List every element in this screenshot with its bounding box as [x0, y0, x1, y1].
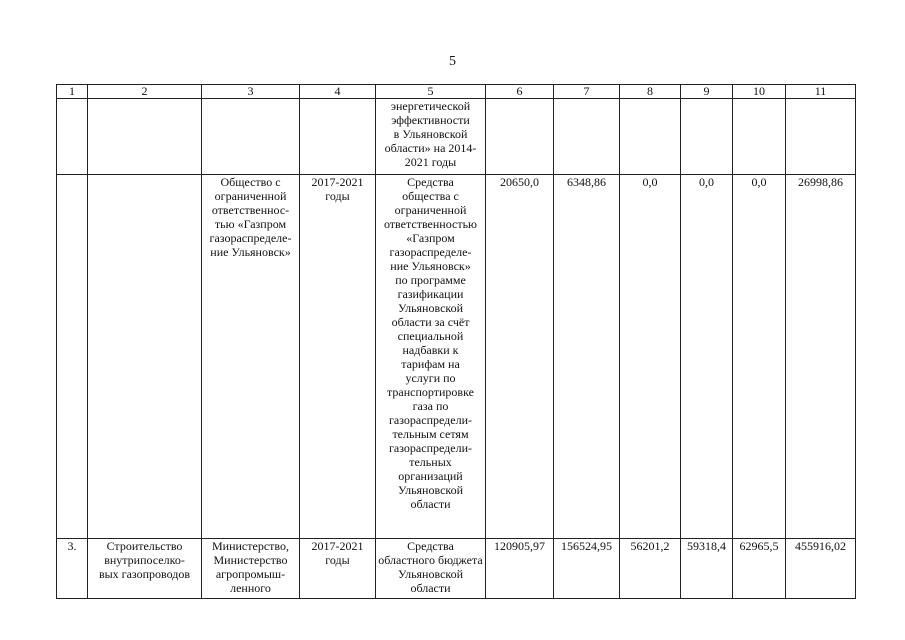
cell-text-line: Ульяновской	[397, 567, 464, 581]
cell-text-line: газификации	[397, 287, 464, 301]
column-number-row	[57, 85, 856, 99]
cell-text-line: ответственностью	[383, 217, 478, 231]
cell-text-line: газораспределе-	[209, 231, 292, 245]
cell-text-line: ответственнос-	[211, 203, 290, 217]
cell-text-line: газа по	[412, 399, 449, 413]
cell-text-line: ленного	[230, 581, 271, 595]
column-header: 5	[376, 85, 486, 99]
program-table	[56, 84, 856, 599]
cell-text-line: эффективности	[391, 113, 470, 127]
cell-text-line: Строительство	[106, 539, 183, 553]
cell-text-line: энергетической	[390, 99, 471, 113]
cell-text-line: 2017-2021	[311, 175, 364, 189]
column-header: 8	[620, 85, 681, 99]
cell-text-line: «Газпром	[406, 231, 455, 245]
year-value-cell: 56201,2	[620, 539, 681, 599]
year-value-cell	[554, 99, 620, 175]
cell-text-line: Ульяновской	[397, 301, 464, 315]
table-row	[57, 175, 856, 539]
column-header: 4	[300, 85, 376, 99]
column-header: 9	[681, 85, 733, 99]
cell-text-line: Средства	[407, 175, 454, 189]
cell-text-line: области» на 2014-	[384, 141, 477, 155]
column-header: 7	[554, 85, 620, 99]
cell-text-line: области	[410, 581, 451, 595]
measure-name-cell	[88, 539, 202, 599]
cell-text-line: области	[410, 497, 451, 511]
funding-source-cell	[376, 99, 486, 175]
year-value-cell: 120905,97	[486, 539, 554, 599]
period-cell	[300, 175, 376, 539]
cell-text-line: специальной	[397, 329, 464, 343]
cell-text-line: организаций	[398, 469, 463, 483]
measure-name-cell	[88, 175, 202, 539]
column-header: 11	[786, 85, 856, 99]
item-number-cell: 3.	[57, 539, 88, 599]
column-header: 10	[733, 85, 786, 99]
item-number-cell	[57, 175, 88, 539]
executor-cell	[202, 175, 300, 539]
year-value-cell: 0,0	[620, 175, 681, 539]
total-value-cell	[786, 99, 856, 175]
funding-source-cell	[376, 175, 486, 539]
table-row	[57, 539, 856, 599]
year-value-cell: 59318,4	[681, 539, 733, 599]
cell-text-line: 2017-2021	[311, 539, 364, 553]
column-header: 2	[88, 85, 202, 99]
year-value-cell: 0,0	[733, 175, 786, 539]
executor-cell	[202, 539, 300, 599]
year-value-cell: 62965,5	[733, 539, 786, 599]
cell-text-line: газораспределе-	[389, 245, 472, 259]
cell-text-line: Министерство	[213, 553, 288, 567]
funding-source-cell	[376, 539, 486, 599]
item-number-cell	[57, 99, 88, 175]
cell-text-line: тью «Газпром	[214, 217, 287, 231]
cell-text-line: тельных	[409, 455, 452, 469]
cell-text-line: области за счёт	[391, 315, 470, 329]
cell-text-line: Министерство,	[212, 539, 289, 553]
measure-name-cell	[88, 99, 202, 175]
cell-text-line: областного бюджета	[378, 553, 483, 567]
total-value-cell: 455916,02	[786, 539, 856, 599]
cell-text-line: ограниченной	[394, 203, 467, 217]
cell-text-line: ограниченной	[214, 189, 287, 203]
year-value-cell: 6348,86	[554, 175, 620, 539]
cell-text-line: годы	[325, 189, 350, 203]
period-cell	[300, 539, 376, 599]
cell-text-line: по программе	[395, 273, 466, 287]
page-number: 5	[449, 54, 456, 69]
executor-cell	[202, 99, 300, 175]
cell-text-line: Общество с	[220, 175, 281, 189]
cell-text-line: тельным сетям	[392, 427, 469, 441]
cell-text-line: газораспредели-	[389, 413, 472, 427]
cell-text-line: 2021 годы	[404, 155, 457, 169]
table-row	[57, 99, 856, 175]
cell-text-line: газораспредели-	[389, 441, 472, 455]
cell-text-line: вых газопроводов	[98, 567, 191, 581]
cell-text-line: тарифам на	[401, 357, 460, 371]
cell-text-line: в Ульяновской	[393, 127, 468, 141]
year-value-cell	[733, 99, 786, 175]
column-header: 1	[57, 85, 88, 99]
cell-text-line: Средства	[407, 539, 454, 553]
cell-text-line: Ульяновской	[397, 483, 464, 497]
year-value-cell: 0,0	[681, 175, 733, 539]
cell-text-line: ние Ульяновск»	[390, 259, 471, 273]
cell-text-line: общества с	[402, 189, 459, 203]
period-cell	[300, 99, 376, 175]
cell-text-line: ние Ульяновск»	[210, 245, 291, 259]
year-value-cell	[486, 99, 554, 175]
year-value-cell: 20650,0	[486, 175, 554, 539]
cell-text-line: годы	[325, 553, 350, 567]
total-value-cell: 26998,86	[786, 175, 856, 539]
column-header: 3	[202, 85, 300, 99]
year-value-cell	[681, 99, 733, 175]
year-value-cell: 156524,95	[554, 539, 620, 599]
cell-text-line: надбавки к	[402, 343, 459, 357]
cell-text-line: транспортировке	[387, 385, 474, 399]
cell-text-line: услуги по	[405, 371, 456, 385]
cell-text-line: агропромыш-	[215, 567, 286, 581]
column-header: 6	[486, 85, 554, 99]
year-value-cell	[620, 99, 681, 175]
cell-text-line: внутрипоселко-	[104, 553, 185, 567]
